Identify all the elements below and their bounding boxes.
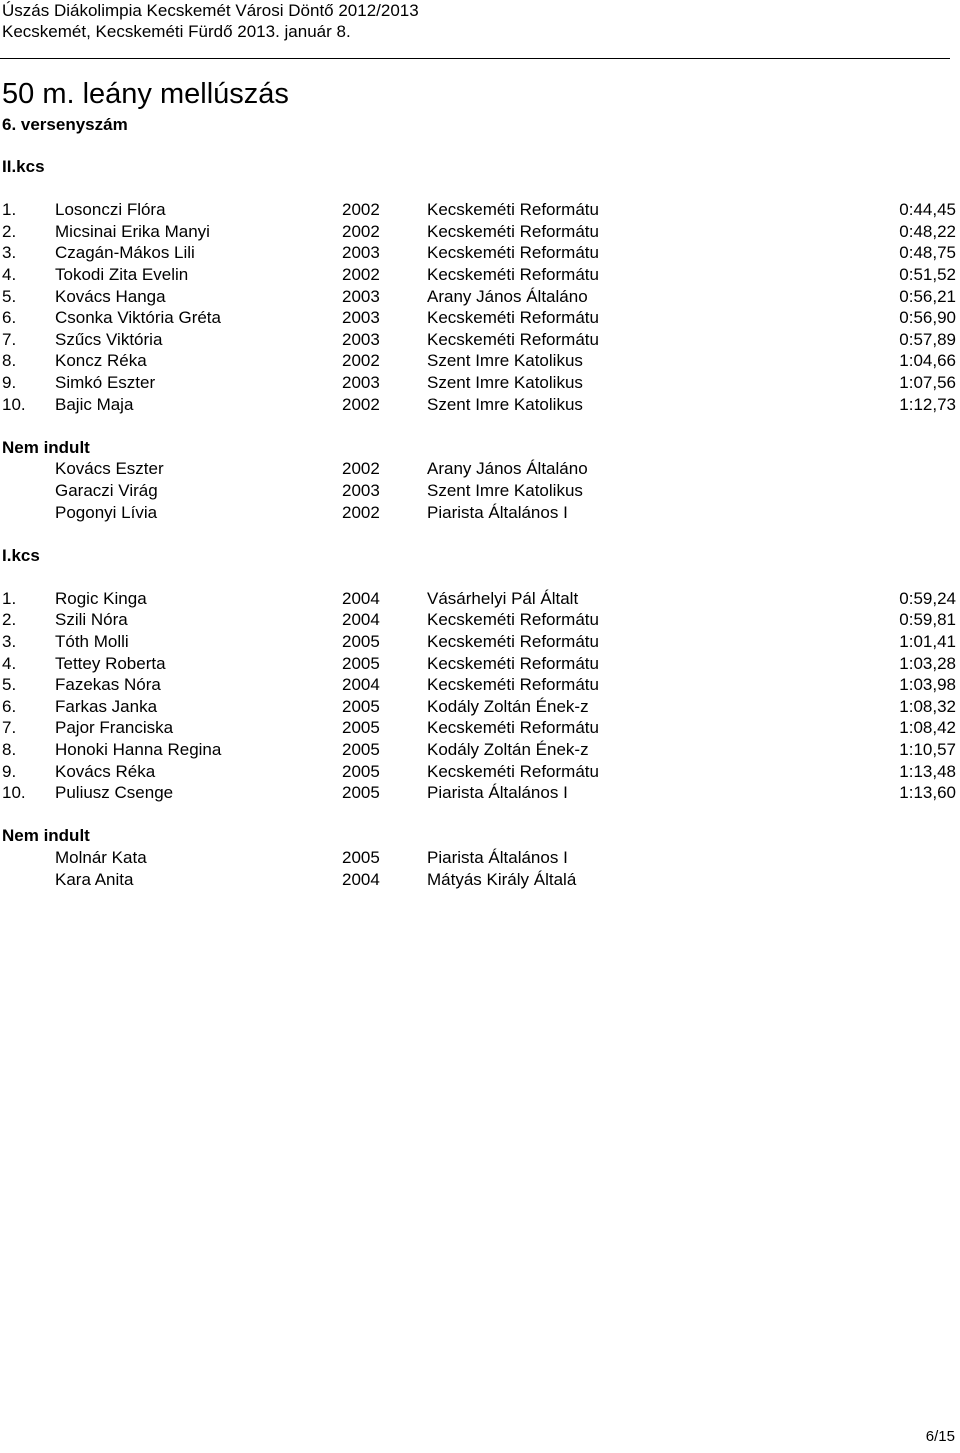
result-row (0, 372, 960, 394)
swimmer-name: Farkas Janka (55, 696, 158, 716)
result-place: 1. (2, 588, 17, 608)
result-place: 9. (2, 372, 17, 392)
spacer (0, 566, 960, 588)
event-number: 6. versenyszám (2, 115, 128, 134)
birth-year: 2004 (342, 610, 380, 630)
swimmer-name: Simkó Eszter (55, 372, 156, 392)
result-place: 7. (2, 718, 17, 738)
result-time: 1:12,73 (899, 394, 956, 414)
birth-year: 2005 (342, 718, 380, 738)
birth-year: 2003 (342, 329, 380, 349)
result-row (0, 717, 960, 739)
not-started-row (0, 458, 960, 480)
header-divider (0, 58, 950, 59)
not-started-row (0, 502, 960, 524)
result-time: 0:48,75 (899, 243, 956, 263)
swimmer-name: Czagán-Mákos Lili (55, 243, 195, 263)
result-place: 2. (2, 221, 17, 241)
school-name: Kecskeméti Reformátu (427, 718, 599, 738)
school-name: Piarista Általános I (427, 848, 568, 867)
swimmer-name: Rogic Kinga (55, 588, 147, 608)
result-place: 5. (2, 286, 17, 306)
category-section (0, 156, 960, 545)
result-time: 0:48,22 (899, 221, 956, 241)
birth-year: 2002 (342, 502, 380, 522)
result-place: 3. (2, 632, 17, 652)
competition-venue-date: Kecskemét, Kecskeméti Fürdő 2013. január 8. (2, 22, 351, 41)
result-time: 0:51,52 (899, 264, 956, 284)
result-row (0, 307, 960, 329)
result-time: 0:59,24 (899, 588, 956, 608)
category-label: II.kcs (2, 157, 45, 176)
competition-title: Úszás Diákolimpia Kecskemét Városi Döntő 2012/2013 (2, 1, 419, 20)
result-time: 0:56,21 (899, 286, 956, 306)
result-time: 1:10,57 (899, 740, 956, 760)
school-name: Kecskeméti Reformátu (427, 675, 599, 695)
swimmer-name: Tettey Roberta (55, 653, 166, 673)
result-row (0, 696, 960, 718)
swimmer-name: Kovács Réka (55, 761, 156, 781)
result-place: 9. (2, 761, 17, 781)
swimmer-name: Csonka Viktória Gréta (55, 308, 221, 328)
spacer (0, 415, 960, 437)
spacer (0, 804, 960, 826)
not-started-label: Nem indult (2, 437, 90, 457)
result-place: 5. (2, 675, 17, 695)
birth-year: 2004 (342, 675, 380, 695)
school-name: Kecskeméti Reformátu (427, 653, 599, 673)
result-time: 0:56,90 (899, 308, 956, 328)
result-place: 6. (2, 308, 17, 328)
result-row (0, 761, 960, 783)
birth-year: 2002 (342, 394, 380, 414)
category-label: I.kcs (2, 545, 40, 565)
birth-year: 2002 (342, 221, 380, 241)
school-name: Kecskeméti Reformátu (427, 761, 599, 781)
result-place: 10. (2, 783, 26, 803)
school-name: Kodály Zoltán Ének-z (427, 696, 589, 716)
birth-year: 2005 (342, 653, 380, 673)
birth-year: 2003 (342, 480, 380, 500)
result-row (0, 221, 960, 243)
result-time: 1:13,60 (899, 783, 956, 803)
category-section (0, 545, 960, 891)
result-place: 4. (2, 653, 17, 673)
swimmer-name: Kara Anita (55, 869, 134, 889)
school-name: Kodály Zoltán Ének-z (427, 740, 589, 760)
result-time: 1:04,66 (899, 351, 956, 371)
spacer (0, 178, 960, 200)
result-place: 7. (2, 329, 17, 349)
result-place: 8. (2, 351, 17, 371)
school-name: Kecskeméti Reformátu (427, 632, 599, 652)
birth-year: 2002 (342, 200, 380, 220)
swimmer-name: Kovács Eszter (55, 459, 164, 479)
school-name: Szent Imre Katolikus (427, 351, 583, 371)
result-place: 2. (2, 610, 17, 630)
swimmer-name: Puliusz Csenge (55, 783, 174, 803)
birth-year: 2003 (342, 372, 380, 392)
result-row (0, 782, 960, 804)
swimmer-name: Tokodi Zita Evelin (55, 264, 189, 284)
result-place: 4. (2, 264, 17, 284)
school-name: Szent Imre Katolikus (427, 480, 583, 500)
result-time: 0:57,89 (899, 329, 956, 349)
birth-year: 2002 (342, 351, 380, 371)
result-time: 1:03,28 (899, 653, 956, 673)
result-row (0, 242, 960, 264)
result-place: 8. (2, 740, 17, 760)
birth-year: 2002 (342, 459, 380, 479)
birth-year: 2003 (342, 308, 380, 328)
school-name: Szent Imre Katolikus (427, 372, 583, 392)
page-number: 6/15 (925, 1428, 955, 1445)
result-row (0, 653, 960, 675)
school-name: Piarista Általános I (427, 502, 568, 522)
school-name: Kecskeméti Reformátu (427, 329, 599, 349)
result-time: 1:13,48 (899, 761, 956, 781)
swimmer-name: Koncz Réka (55, 351, 147, 371)
result-row (0, 199, 960, 221)
school-name: Arany János Általáno (427, 459, 588, 479)
result-row (0, 350, 960, 372)
school-name: Kecskeméti Reformátu (427, 308, 599, 328)
school-name: Arany János Általáno (427, 286, 588, 306)
birth-year: 2003 (342, 286, 380, 306)
result-place: 10. (2, 394, 26, 414)
not-started-row (0, 480, 960, 502)
result-place: 1. (2, 200, 17, 220)
swimmer-name: Bajic Maja (55, 394, 134, 414)
swimmer-name: Kovács Hanga (55, 286, 166, 306)
birth-year: 2005 (342, 783, 380, 803)
school-name: Kecskeméti Reformátu (427, 221, 599, 241)
school-name: Piarista Általános I (427, 783, 568, 803)
school-name: Szent Imre Katolikus (427, 394, 583, 414)
result-time: 1:07,56 (899, 372, 956, 392)
swimmer-name: Fazekas Nóra (55, 675, 161, 695)
result-time: 0:44,45 (899, 200, 956, 220)
swimmer-name: Losonczi Flóra (55, 200, 166, 220)
birth-year: 2005 (342, 696, 380, 716)
birth-year: 2004 (342, 588, 380, 608)
result-row (0, 329, 960, 351)
birth-year: 2003 (342, 243, 380, 263)
document-header (2, 0, 952, 42)
birth-year: 2005 (342, 761, 380, 781)
birth-year: 2004 (342, 869, 380, 889)
result-row (0, 609, 960, 631)
swimmer-name: Micsinai Erika Manyi (55, 221, 210, 241)
results-content (0, 156, 960, 890)
swimmer-name: Tóth Molli (55, 632, 129, 652)
result-time: 1:01,41 (899, 632, 956, 652)
birth-year: 2005 (342, 848, 380, 867)
result-row (0, 674, 960, 696)
school-name: Vásárhelyi Pál Általt (427, 588, 579, 608)
not-started-row (0, 847, 960, 869)
result-time: 1:08,32 (899, 696, 956, 716)
result-place: 3. (2, 243, 17, 263)
result-row (0, 631, 960, 653)
swimmer-name: Pogonyi Lívia (55, 502, 158, 522)
birth-year: 2005 (342, 740, 380, 760)
result-row (0, 588, 960, 610)
result-row (0, 739, 960, 761)
result-place: 6. (2, 696, 17, 716)
birth-year: 2002 (342, 264, 380, 284)
school-name: Mátyás Király Általá (427, 869, 577, 889)
spacer (0, 523, 960, 545)
not-started-label: Nem indult (2, 826, 90, 846)
school-name: Kecskeméti Reformátu (427, 200, 599, 220)
swimmer-name: Molnár Kata (55, 848, 147, 867)
school-name: Kecskeméti Reformátu (427, 243, 599, 263)
result-row (0, 264, 960, 286)
swimmer-name: Garaczi Virág (55, 480, 158, 500)
school-name: Kecskeméti Reformátu (427, 610, 599, 630)
school-name: Kecskeméti Reformátu (427, 264, 599, 284)
event-title: 50 m. leány mellúszás (2, 78, 289, 110)
swimmer-name: Honoki Hanna Regina (55, 740, 222, 760)
birth-year: 2005 (342, 632, 380, 652)
result-row (0, 394, 960, 416)
swimmer-name: Szűcs Viktória (55, 329, 163, 349)
result-time: 0:59,81 (899, 610, 956, 630)
result-row (0, 286, 960, 308)
result-time: 1:03,98 (899, 675, 956, 695)
swimmer-name: Pajor Franciska (55, 718, 174, 738)
not-started-row (0, 869, 960, 891)
result-time: 1:08,42 (899, 718, 956, 738)
swimmer-name: Szili Nóra (55, 610, 128, 630)
